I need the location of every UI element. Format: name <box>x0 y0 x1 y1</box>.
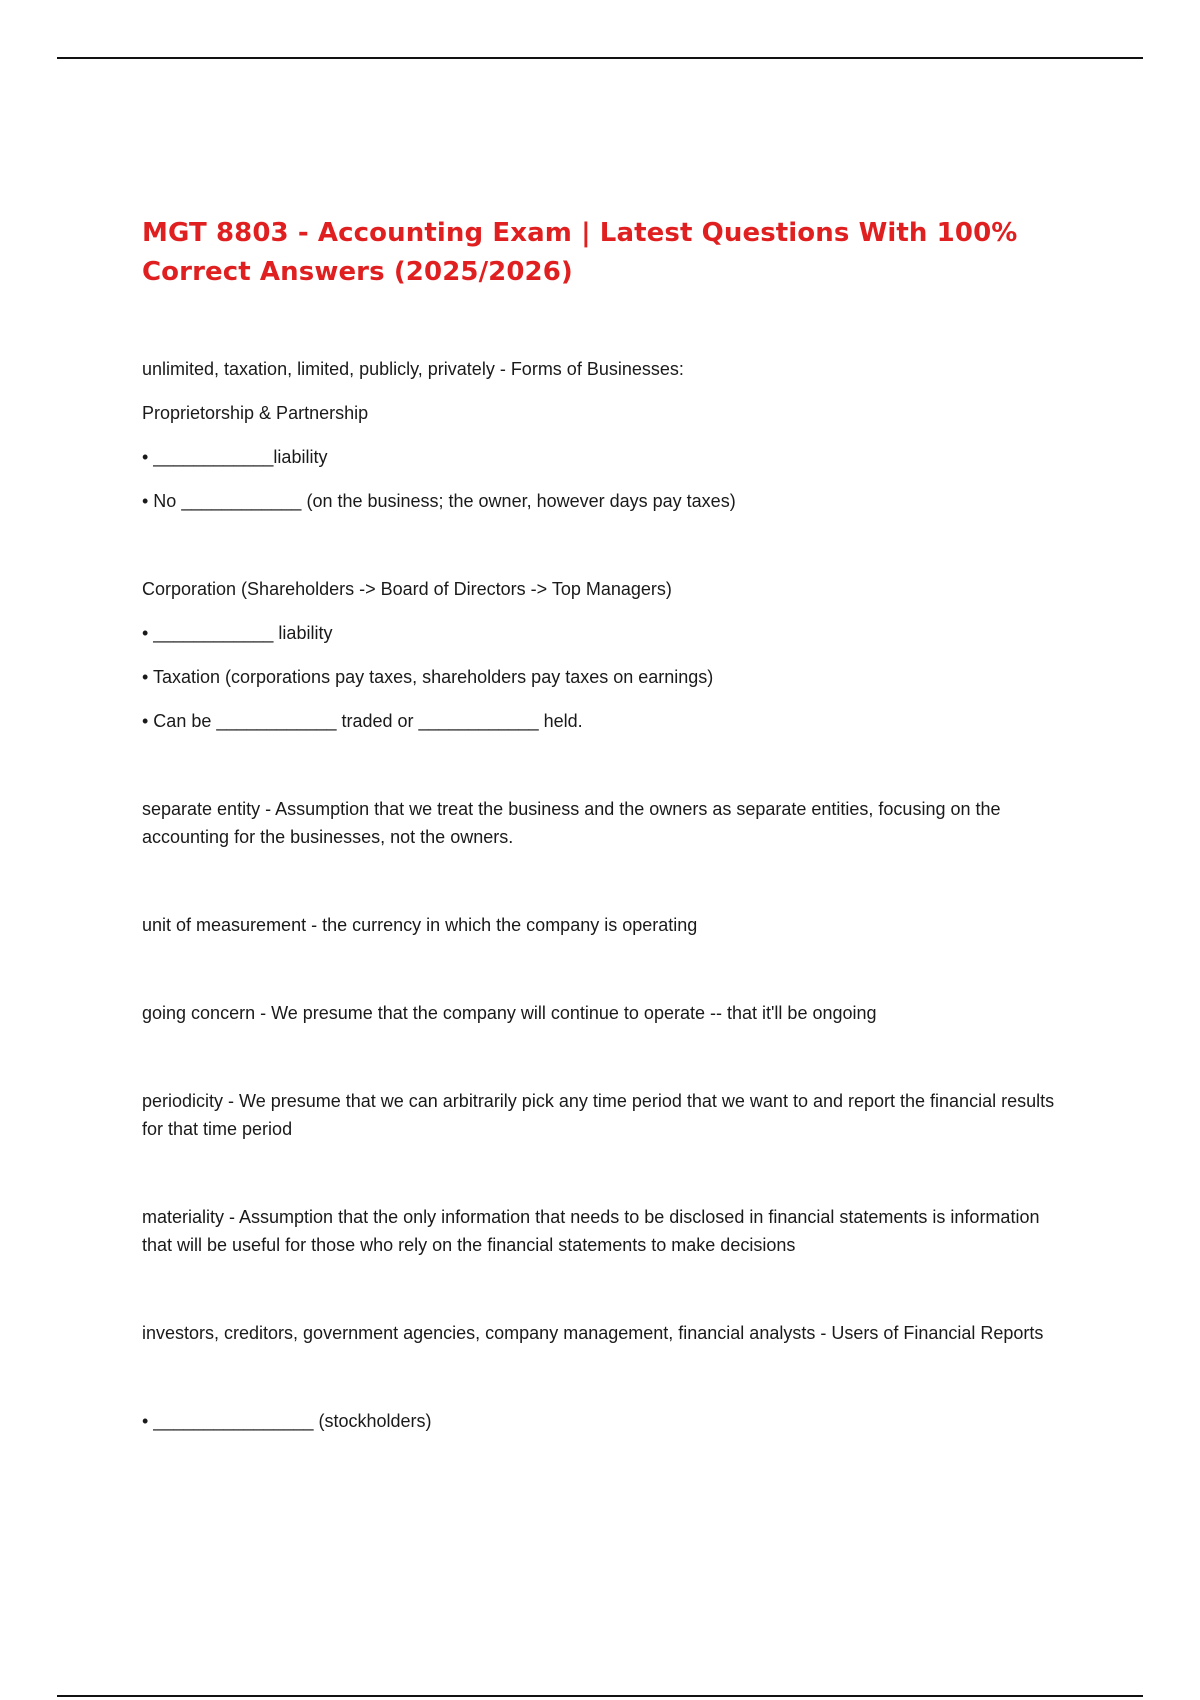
card-forms-of-businesses <box>142 355 1072 515</box>
card-bullet: • No ____________ (on the business; the owner, however days pay taxes) <box>142 491 736 511</box>
card-text: • ________________ (stockholders) <box>142 1411 432 1431</box>
document-title: MGT 8803 - Accounting Exam | Latest Questions With 100% Correct Answers (2025/2026) <box>142 218 1018 287</box>
card-separate-entity <box>142 795 1072 851</box>
card-bullet: • Can be ____________ traded or ____________ held. <box>142 711 583 731</box>
card-text: going concern - We presume that the company will continue to operate -- that it'll be ongoing <box>142 1003 877 1023</box>
card-periodicity <box>142 1087 1072 1143</box>
card-text: unlimited, taxation, limited, publicly, privately - Forms of Businesses: <box>142 359 684 379</box>
card-materiality <box>142 1203 1072 1259</box>
card-bullet: • ____________liability <box>142 447 328 467</box>
card-text: separate entity - Assumption that we treat the business and the owners as separate entities, focusing on the accounting for the businesses, not the owners. <box>142 799 1001 847</box>
card-users-of-financial-reports <box>142 1319 1072 1347</box>
card-text: investors, creditors, government agencies, company management, financial analysts - Users of Financial Reports <box>142 1323 1044 1343</box>
card-text: materiality - Assumption that the only information that needs to be disclosed in financial statements is information that will be useful for those who rely on the financial statements to make decisions <box>142 1207 1040 1255</box>
card-unit-of-measurement <box>142 911 1072 939</box>
card-going-concern <box>142 999 1072 1027</box>
document-body <box>142 214 1072 1435</box>
card-bullet: • Taxation (corporations pay taxes, shareholders pay taxes on earnings) <box>142 667 714 687</box>
card-text: periodicity - We presume that we can arbitrarily pick any time period that we want to and report the financial results for that time period <box>142 1091 1055 1139</box>
card-text: Corporation (Shareholders -> Board of Directors -> Top Managers) <box>142 579 672 599</box>
card-corporation <box>142 575 1072 735</box>
card-text: unit of measurement - the currency in which the company is operating <box>142 915 698 935</box>
card-bullet: • ____________ liability <box>142 623 333 643</box>
card-line: Proprietorship & Partnership <box>142 403 369 423</box>
card-stockholders <box>142 1407 1072 1435</box>
top-rule <box>57 57 1143 59</box>
bottom-rule <box>57 1695 1143 1697</box>
